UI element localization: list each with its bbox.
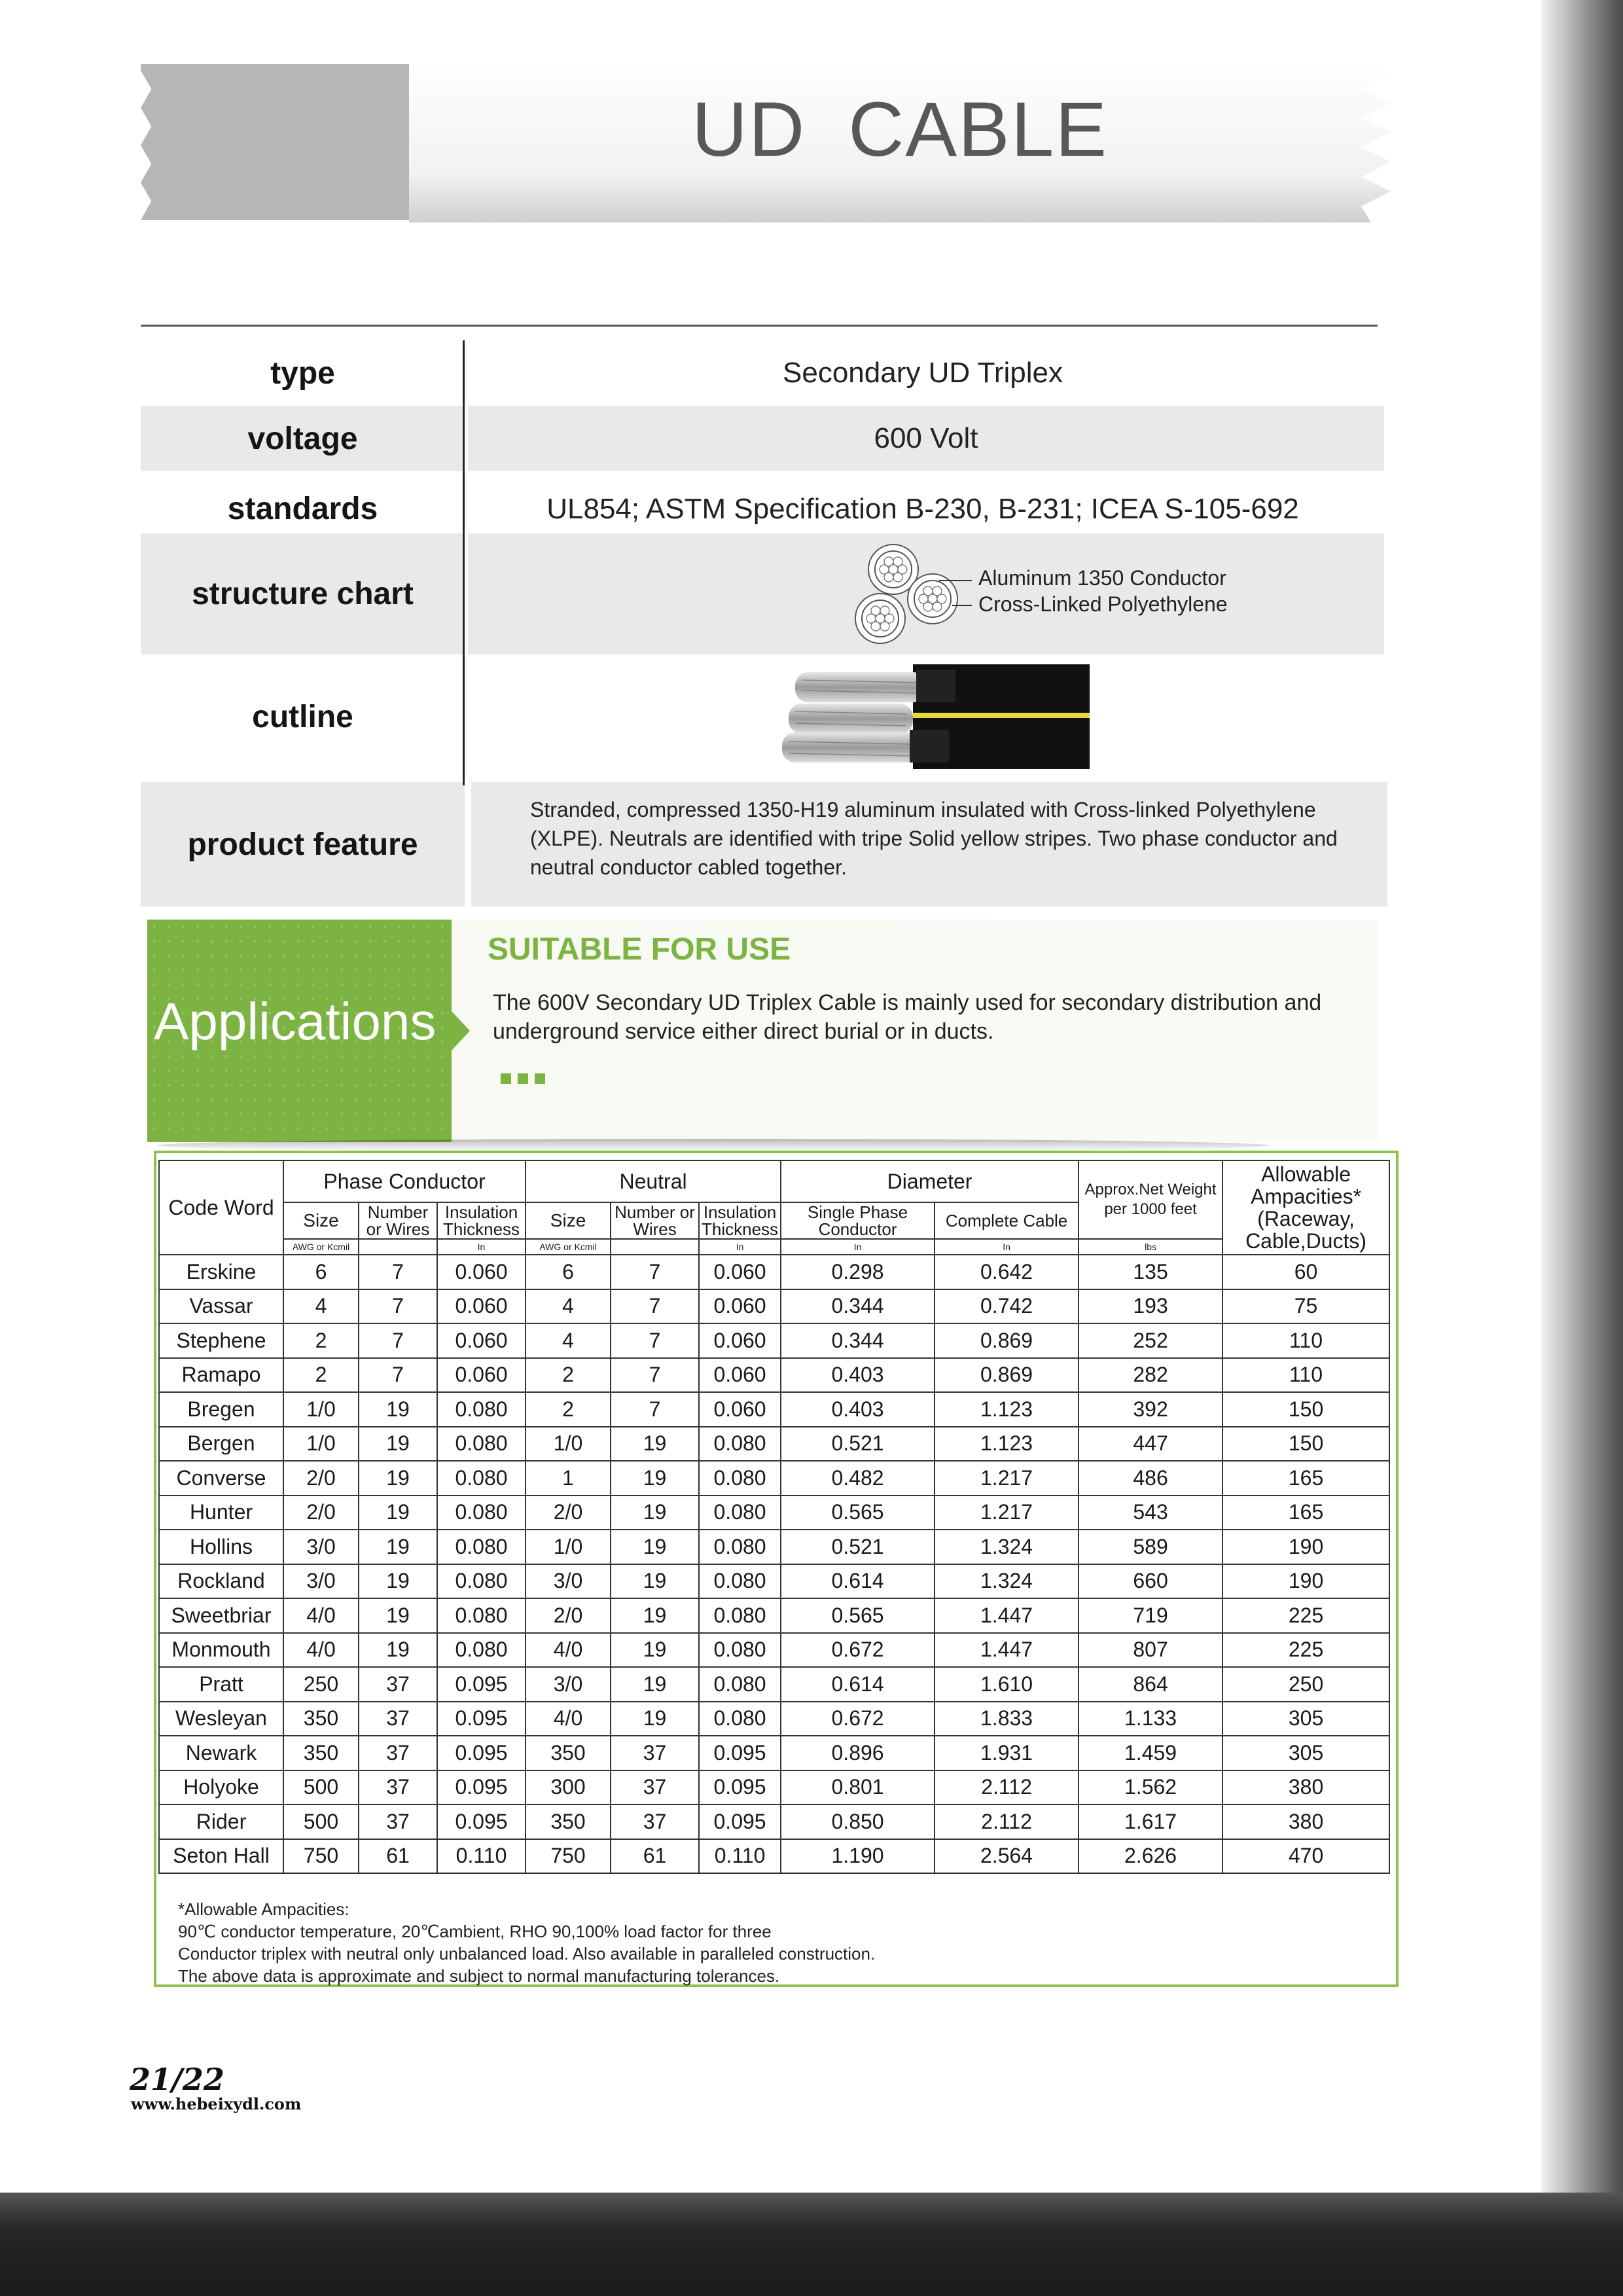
table-cell: 19 — [611, 1427, 699, 1462]
table-cell: 1.123 — [935, 1427, 1079, 1462]
table-cell: 2/0 — [283, 1496, 359, 1530]
code-word-cell: Seton Hall — [159, 1839, 283, 1874]
header-insulation: Insulation Thickness — [699, 1202, 781, 1239]
table-cell: 0.521 — [781, 1427, 935, 1462]
spec-row-type — [141, 340, 1381, 406]
table-row — [159, 1736, 1389, 1770]
table-cell: 0.095 — [699, 1804, 781, 1839]
table-cell: 1.833 — [935, 1702, 1079, 1736]
code-word-cell: Rider — [159, 1804, 283, 1839]
table-cell: 486 — [1079, 1461, 1222, 1496]
table-cell: 110 — [1222, 1358, 1389, 1393]
table-cell: 2 — [526, 1392, 611, 1427]
table-cell: 2/0 — [283, 1461, 359, 1496]
table-cell: 660 — [1079, 1564, 1222, 1599]
table-cell: 135 — [1079, 1255, 1222, 1289]
table-cell: 2 — [283, 1358, 359, 1393]
code-word-cell: Stephene — [159, 1323, 283, 1358]
table-cell: 19 — [611, 1633, 699, 1668]
table-row — [159, 1427, 1389, 1462]
spec-divider-line — [463, 340, 465, 785]
table-row — [159, 1496, 1389, 1530]
table-cell: 19 — [359, 1598, 437, 1633]
table-cell: 0.095 — [437, 1804, 526, 1839]
table-row — [159, 1804, 1389, 1839]
table-cell: 1/0 — [283, 1392, 359, 1427]
table-cell: 0.080 — [437, 1461, 526, 1496]
table-cell: 19 — [611, 1496, 699, 1530]
page-edge-shadow — [1541, 0, 1623, 2193]
table-cell: 1/0 — [283, 1427, 359, 1462]
code-word-cell: Pratt — [159, 1667, 283, 1702]
table-cell: 500 — [283, 1804, 359, 1839]
table-row — [159, 1255, 1389, 1289]
table-cell: 0.565 — [781, 1496, 935, 1530]
table-cell: 589 — [1079, 1530, 1222, 1564]
code-word-cell: Hunter — [159, 1496, 283, 1530]
table-row — [159, 1289, 1389, 1324]
website-url: www.hebeixydl.com — [131, 2094, 302, 2113]
table-cell: 165 — [1222, 1496, 1389, 1530]
table-cell: 19 — [611, 1461, 699, 1496]
table-cell: 305 — [1222, 1702, 1389, 1736]
applications-panel — [147, 920, 1378, 1142]
applications-text: The 600V Secondary UD Triplex Cable is mainly used for secondary distribution and underground service either direct burial or in ducts. — [493, 990, 1322, 1044]
spec-value: 600 Volt — [468, 406, 1384, 471]
table-cell: 0.080 — [699, 1461, 781, 1496]
spec-value: Secondary UD Triplex — [783, 357, 1063, 389]
table-cell: 392 — [1079, 1392, 1222, 1427]
table-cell: 1.217 — [935, 1496, 1079, 1530]
table-cell: 500 — [283, 1770, 359, 1805]
table-cell: 0.060 — [699, 1358, 781, 1393]
table-cell: 0.110 — [437, 1839, 526, 1874]
table-cell: 0.080 — [437, 1427, 526, 1462]
header-insulation: Insulation Thickness — [437, 1202, 526, 1239]
table-cell: 75 — [1222, 1289, 1389, 1324]
table-cell: 0.344 — [781, 1289, 935, 1324]
table-cell: 2 — [283, 1323, 359, 1358]
table-cell: 4 — [526, 1323, 611, 1358]
table-cell: 2.112 — [935, 1770, 1079, 1805]
table-body — [159, 1255, 1389, 1873]
applications-subtitle: SUITABLE FOR USE — [488, 932, 791, 967]
code-word-cell: Rockland — [159, 1564, 283, 1599]
table-cell: 1.133 — [1079, 1702, 1222, 1736]
table-cell: 19 — [359, 1427, 437, 1462]
table-cell: 0.565 — [781, 1598, 935, 1633]
table-cell: 4/0 — [526, 1633, 611, 1668]
table-cell: 37 — [611, 1804, 699, 1839]
unit-blank — [611, 1239, 699, 1255]
table-cell: 380 — [1222, 1804, 1389, 1839]
unit-awg: AWG or Kcmil — [283, 1239, 359, 1255]
table-row — [159, 1323, 1389, 1358]
table-cell: 0.080 — [699, 1702, 781, 1736]
unit-awg: AWG or Kcmil — [526, 1239, 611, 1255]
top-divider — [141, 325, 1378, 327]
table-cell: 150 — [1222, 1392, 1389, 1427]
table-cell: 6 — [283, 1255, 359, 1289]
table-cell: 0.080 — [437, 1564, 526, 1599]
table-cell: 7 — [611, 1323, 699, 1358]
table-cell: 3/0 — [283, 1564, 359, 1599]
table-cell: 1.447 — [935, 1598, 1079, 1633]
table-cell: 0.060 — [437, 1358, 526, 1393]
table-cell: 0.614 — [781, 1667, 935, 1702]
table-cell: 193 — [1079, 1289, 1222, 1324]
page-number: 21/22 — [130, 2062, 224, 2097]
table-cell: 3/0 — [283, 1530, 359, 1564]
table-cell: 0.080 — [699, 1633, 781, 1668]
table-cell: 37 — [611, 1770, 699, 1805]
table-cell: 305 — [1222, 1736, 1389, 1770]
table-cell: 750 — [526, 1839, 611, 1874]
table-cell: 864 — [1079, 1667, 1222, 1702]
table-cell: 37 — [359, 1702, 437, 1736]
footnote-line: *Allowable Ampacities: — [178, 1899, 349, 1919]
table-cell: 19 — [611, 1598, 699, 1633]
table-cell: 7 — [611, 1255, 699, 1289]
header-size: Size — [526, 1202, 611, 1239]
table-cell: 4 — [283, 1289, 359, 1324]
code-word-cell: Erskine — [159, 1255, 283, 1289]
table-cell: 7 — [359, 1358, 437, 1393]
table-cell: 1.617 — [1079, 1804, 1222, 1839]
table-cell: 19 — [611, 1564, 699, 1599]
table-row — [159, 1358, 1389, 1393]
table-cell: 7 — [611, 1392, 699, 1427]
header-diameter: Diameter — [781, 1160, 1079, 1202]
table-cell: 0.672 — [781, 1633, 935, 1668]
table-cell: 0.869 — [935, 1358, 1079, 1393]
table-cell: 1.931 — [935, 1736, 1079, 1770]
cable-cutline-image — [769, 664, 1090, 769]
header-phase-conductor: Phase Conductor — [283, 1160, 526, 1202]
table-cell: 19 — [611, 1667, 699, 1702]
table-cell: 0.742 — [935, 1289, 1079, 1324]
table-cell: 6 — [526, 1255, 611, 1289]
unit-in: In — [699, 1239, 781, 1255]
table-row — [159, 1839, 1389, 1874]
table-cell: 0.298 — [781, 1255, 935, 1289]
header-complete-cable: Complete Cable — [935, 1202, 1079, 1239]
table-cell: 190 — [1222, 1564, 1389, 1599]
table-cell: 2/0 — [526, 1496, 611, 1530]
code-word-cell: Hollins — [159, 1530, 283, 1564]
table-cell: 7 — [359, 1323, 437, 1358]
table-cell: 0.869 — [935, 1323, 1079, 1358]
table-cell: 282 — [1079, 1358, 1222, 1393]
table-cell: 719 — [1079, 1598, 1222, 1633]
table-cell: 0.095 — [437, 1667, 526, 1702]
code-word-cell: Bregen — [159, 1392, 283, 1427]
applications-title: Applications — [154, 992, 437, 1050]
product-feature-text: Stranded, compressed 1350-H19 aluminum insulated with Cross-linked Polyethylene (XLPE). Neutrals are identified with tripe Solid yellow stripes. Two phase conductor and neutral conductor cabled together. — [530, 798, 1338, 879]
table-cell: 0.060 — [699, 1392, 781, 1427]
header-code-word: Code Word — [159, 1160, 283, 1255]
spec-label: structure chart — [141, 533, 465, 655]
table-cell: 0.095 — [437, 1770, 526, 1805]
table-cell: 61 — [611, 1839, 699, 1874]
table-row — [159, 1564, 1389, 1599]
table-cell: 350 — [526, 1736, 611, 1770]
footnote-line: Conductor triplex with neutral only unbalanced load. Also available in paralleled construction. — [178, 1944, 876, 1964]
table-cell: 19 — [359, 1633, 437, 1668]
spec-label: standards — [227, 492, 378, 526]
table-cell: 0.080 — [699, 1496, 781, 1530]
table-cell: 19 — [359, 1461, 437, 1496]
table-cell: 19 — [359, 1530, 437, 1564]
table-cell: 1.562 — [1079, 1770, 1222, 1805]
table-cell: 1/0 — [526, 1427, 611, 1462]
table-cell: 300 — [526, 1770, 611, 1805]
table-row — [159, 1702, 1389, 1736]
code-word-cell: Vassar — [159, 1289, 283, 1324]
table-cell: 4 — [526, 1289, 611, 1324]
page-title: UD CABLE — [691, 86, 1109, 173]
table-cell: 380 — [1222, 1770, 1389, 1805]
table-cell: 0.060 — [437, 1289, 526, 1324]
code-word-cell: Converse — [159, 1461, 283, 1496]
code-word-cell: Ramapo — [159, 1358, 283, 1393]
table-cell: 350 — [283, 1702, 359, 1736]
table-cell: 252 — [1079, 1323, 1222, 1358]
table-cell: 1.324 — [935, 1564, 1079, 1599]
table-cell: 1.610 — [935, 1667, 1079, 1702]
table-cell: 447 — [1079, 1427, 1222, 1462]
table-cell: 0.060 — [699, 1323, 781, 1358]
table-cell: 0.344 — [781, 1323, 935, 1358]
code-word-cell: Monmouth — [159, 1633, 283, 1668]
unit-in: In — [935, 1239, 1079, 1255]
callout-conductor: Aluminum 1350 Conductor — [978, 566, 1226, 590]
table-cell: 37 — [611, 1736, 699, 1770]
table-cell: 250 — [1222, 1667, 1389, 1702]
table-row — [159, 1770, 1389, 1805]
header-single-phase: Single Phase Conductor — [781, 1202, 935, 1239]
spec-label: voltage — [141, 406, 465, 471]
table-cell: 60 — [1222, 1255, 1389, 1289]
table-cell: 1.123 — [935, 1392, 1079, 1427]
spec-row-voltage — [141, 406, 1381, 471]
footnote-line: The above data is approximate and subject to normal manufacturing tolerances. — [178, 1966, 780, 1986]
table-cell: 7 — [359, 1255, 437, 1289]
table-cell: 0.080 — [699, 1598, 781, 1633]
table-cell: 0.080 — [699, 1564, 781, 1599]
table-cell: 0.095 — [437, 1736, 526, 1770]
table-cell: 190 — [1222, 1530, 1389, 1564]
table-cell: 0.672 — [781, 1702, 935, 1736]
structure-diagram — [690, 533, 1345, 655]
table-cell: 0.403 — [781, 1358, 935, 1393]
table-cell: 750 — [283, 1839, 359, 1874]
unit-blank — [359, 1239, 437, 1255]
table-cell: 3/0 — [526, 1667, 611, 1702]
table-cell: 3/0 — [526, 1564, 611, 1599]
table-cell: 250 — [283, 1667, 359, 1702]
table-cell: 0.080 — [437, 1496, 526, 1530]
table-cell: 37 — [359, 1736, 437, 1770]
table-cell: 350 — [283, 1736, 359, 1770]
header-neutral: Neutral — [526, 1160, 781, 1202]
table-cell: 1/0 — [526, 1530, 611, 1564]
table-cell: 225 — [1222, 1598, 1389, 1633]
footnotes — [178, 1898, 1369, 1987]
code-word-cell: Holyoke — [159, 1770, 283, 1805]
table-cell: 0.060 — [437, 1323, 526, 1358]
table-cell: 19 — [611, 1702, 699, 1736]
header-wires: Number or Wires — [359, 1202, 437, 1239]
callout-insulation: Cross-Linked Polyethylene — [978, 592, 1228, 616]
unit-lbs: lbs — [1079, 1239, 1222, 1255]
code-word-cell: Bergen — [159, 1427, 283, 1462]
table-cell: 807 — [1079, 1633, 1222, 1668]
table-cell: 0.060 — [699, 1289, 781, 1324]
table-cell: 1.459 — [1079, 1736, 1222, 1770]
table-cell: 470 — [1222, 1839, 1389, 1874]
table-cell: 2.112 — [935, 1804, 1079, 1839]
table-cell: 225 — [1222, 1633, 1389, 1668]
table-cell: 2/0 — [526, 1598, 611, 1633]
table-cell: 543 — [1079, 1496, 1222, 1530]
spec-row-structure — [141, 533, 1381, 655]
header-wires: Number or Wires — [611, 1202, 699, 1239]
table-cell: 0.642 — [935, 1255, 1079, 1289]
table-cell: 19 — [359, 1392, 437, 1427]
table-cell: 0.080 — [437, 1392, 526, 1427]
table-cell: 150 — [1222, 1427, 1389, 1462]
table-cell: 0.080 — [437, 1598, 526, 1633]
table-cell: 0.896 — [781, 1736, 935, 1770]
table-cell: 1.190 — [781, 1839, 935, 1874]
table-cell: 0.060 — [699, 1255, 781, 1289]
table-cell: 2 — [526, 1358, 611, 1393]
header-weight: Approx.Net Weight per 1000 feet — [1079, 1160, 1222, 1239]
panel-shadow — [157, 1139, 1270, 1152]
table-cell: 0.095 — [437, 1702, 526, 1736]
table-cell: 0.080 — [437, 1530, 526, 1564]
table-cell: 2.564 — [935, 1839, 1079, 1874]
table-cell: 0.521 — [781, 1530, 935, 1564]
table-cell: 0.403 — [781, 1392, 935, 1427]
table-cell: 0.850 — [781, 1804, 935, 1839]
dots-decoration-icon — [501, 1073, 552, 1087]
table-cell: 1 — [526, 1461, 611, 1496]
table-cell: 7 — [611, 1358, 699, 1393]
spec-label: product feature — [141, 782, 465, 906]
table-cell: 350 — [526, 1804, 611, 1839]
table-cell: 0.095 — [699, 1736, 781, 1770]
table-cell: 37 — [359, 1804, 437, 1839]
footnote-line: 90℃ conductor temperature, 20℃ambient, RHO 90,100% load factor for three — [178, 1922, 772, 1941]
table-row — [159, 1530, 1389, 1564]
table-cell: 19 — [611, 1530, 699, 1564]
code-word-cell: Wesleyan — [159, 1702, 283, 1736]
table-cell: 37 — [359, 1667, 437, 1702]
table-cell: 4/0 — [283, 1598, 359, 1633]
table-cell: 0.080 — [699, 1530, 781, 1564]
table-cell: 0.801 — [781, 1770, 935, 1805]
spec-label: type — [270, 355, 335, 391]
table-cell: 19 — [359, 1496, 437, 1530]
cable-spec-table — [158, 1160, 1390, 1874]
table-cell: 0.614 — [781, 1564, 935, 1599]
spec-label: cutline — [252, 699, 353, 734]
table-cell: 37 — [359, 1770, 437, 1805]
table-row — [159, 1392, 1389, 1427]
table-cell: 0.482 — [781, 1461, 935, 1496]
table-cell: 61 — [359, 1839, 437, 1874]
table-cell: 0.095 — [699, 1770, 781, 1805]
code-word-cell: Newark — [159, 1736, 283, 1770]
table-cell: 0.080 — [699, 1427, 781, 1462]
table-row — [159, 1633, 1389, 1668]
unit-in: In — [781, 1239, 935, 1255]
unit-in: In — [437, 1239, 526, 1255]
table-row — [159, 1667, 1389, 1702]
header-ampacity: Allowable Ampacities* (Raceway, Cable,Ducts) — [1222, 1160, 1389, 1255]
table-cell: 4/0 — [526, 1702, 611, 1736]
table-cell: 0.110 — [699, 1839, 781, 1874]
title-banner — [141, 59, 1391, 223]
table-cell: 19 — [359, 1564, 437, 1599]
table-cell: 1.324 — [935, 1530, 1079, 1564]
table-cell: 7 — [611, 1289, 699, 1324]
table-cell: 2.626 — [1079, 1839, 1222, 1874]
table-cell: 7 — [359, 1289, 437, 1324]
spec-value: UL854; ASTM Specification B-230, B-231; ICEA S-105-692 — [546, 492, 1299, 525]
spec-row-cutline — [141, 655, 1381, 779]
table-cell: 0.060 — [437, 1255, 526, 1289]
table-cell: 0.080 — [437, 1633, 526, 1668]
table-cell: 0.080 — [699, 1667, 781, 1702]
table-row — [159, 1461, 1389, 1496]
banner-grey-tab — [141, 64, 409, 220]
table-cell: 1.447 — [935, 1633, 1079, 1668]
table-row — [159, 1598, 1389, 1633]
table-cell: 110 — [1222, 1323, 1389, 1358]
table-cell: 4/0 — [283, 1633, 359, 1668]
scanner-bottom-edge — [0, 2193, 1623, 2296]
code-word-cell: Sweetbriar — [159, 1598, 283, 1633]
header-size: Size — [283, 1202, 359, 1239]
table-cell: 1.217 — [935, 1461, 1079, 1496]
table-cell: 165 — [1222, 1461, 1389, 1496]
